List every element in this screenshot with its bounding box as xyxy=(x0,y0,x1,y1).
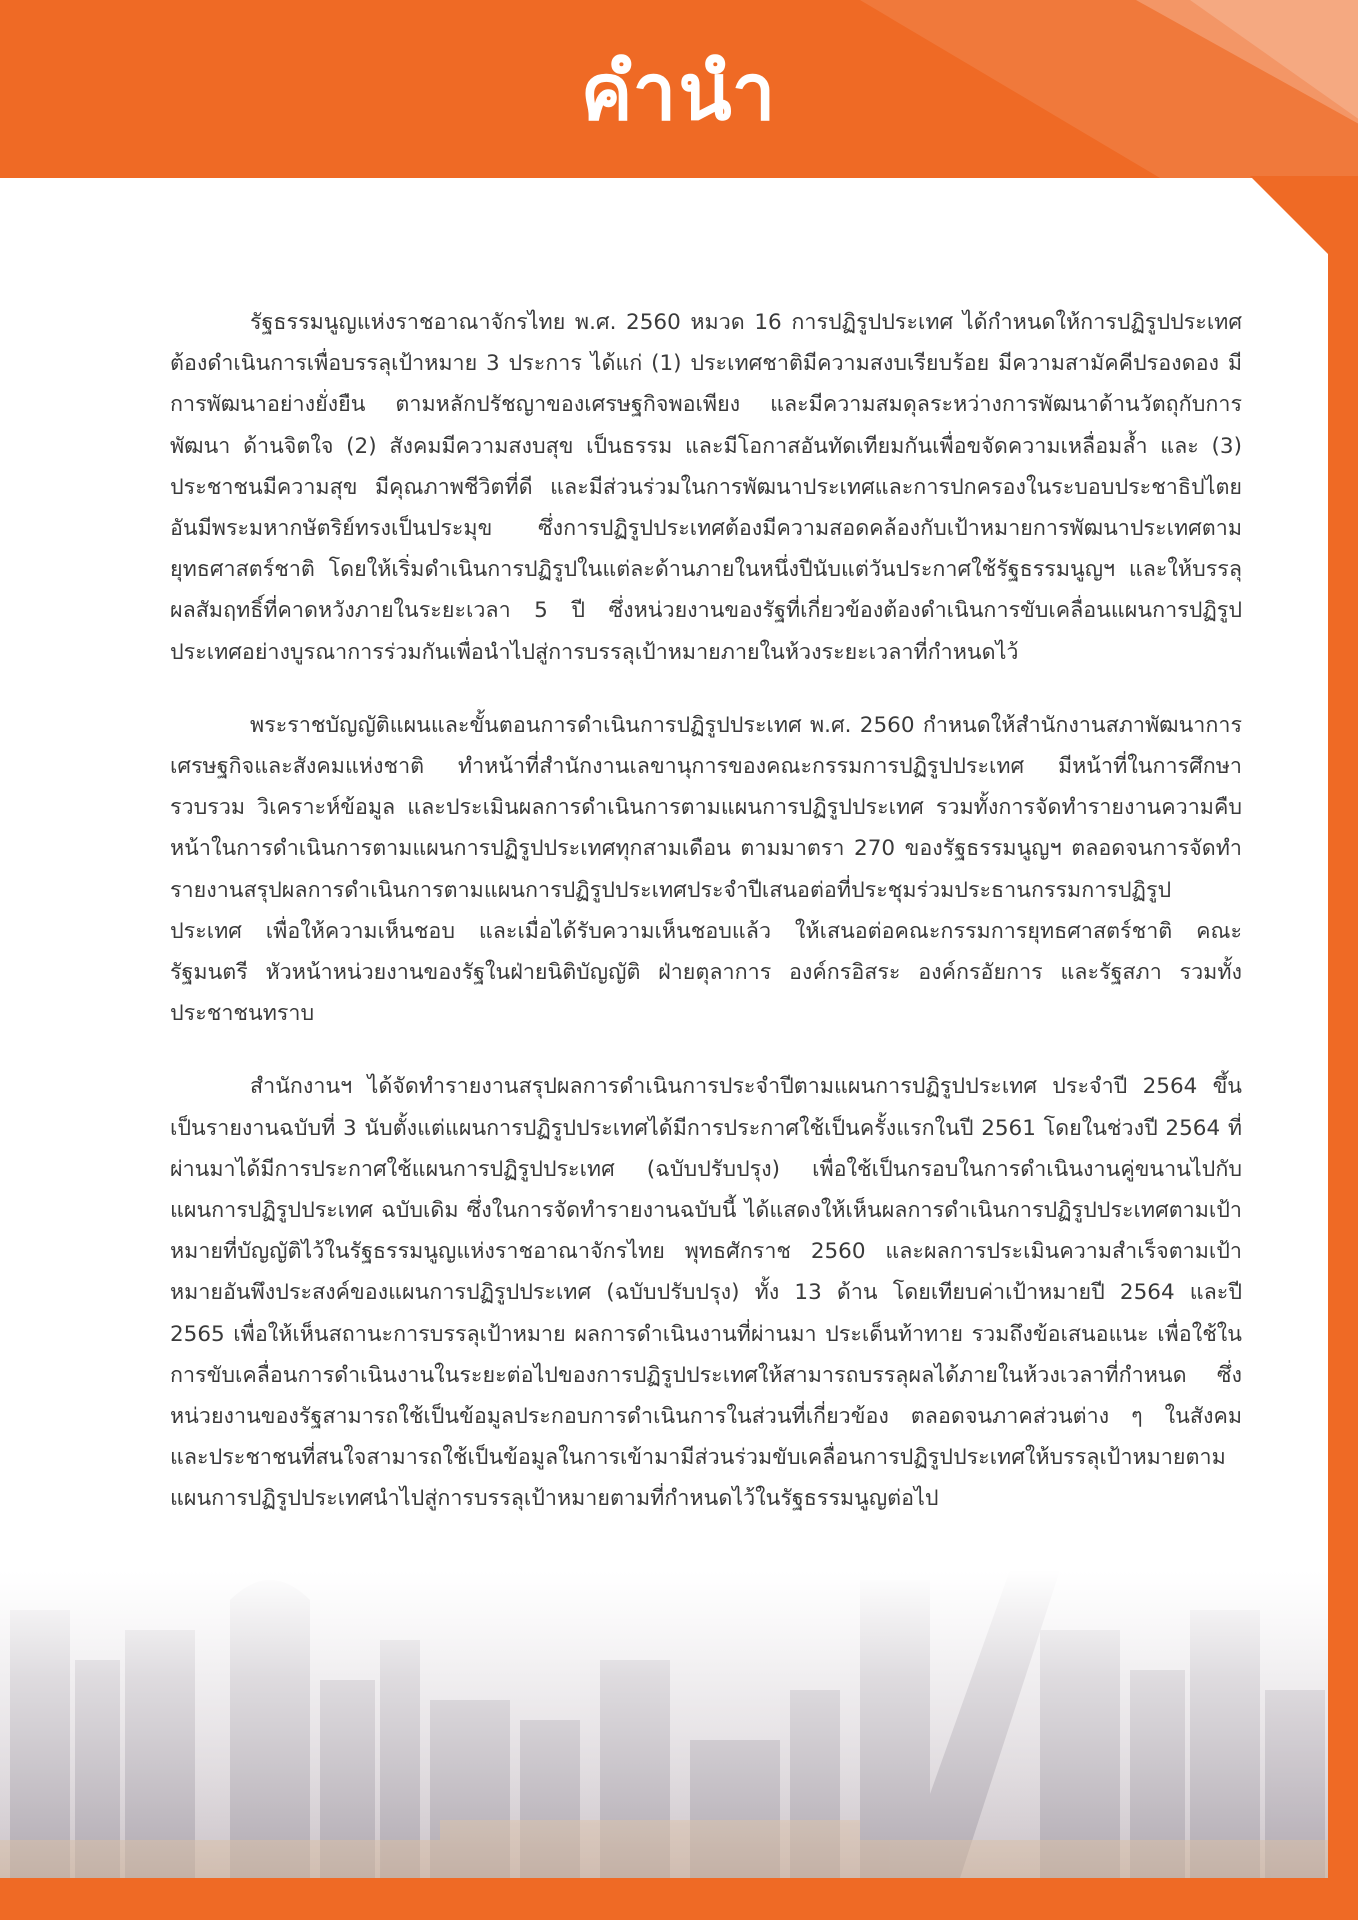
right-border xyxy=(1328,176,1358,1920)
bottom-border xyxy=(0,1878,1358,1920)
paragraph-2: พระราชบัญญัติแผนและขั้นตอนการดำเนินการปฏิรูปประเทศ พ.ศ. 2560 กำหนดให้สำนักงานสภาพัฒนาการเศรษฐกิจและสังคมแห่งชาติ ทำหน้าที่สำนักงานเลขานุการของคณะกรรมการปฏิรูปประเทศ มีหน้าที่ในการศึกษา รวบรวม วิเคราะห์ข้อมูล และประเมินผลการดำเนินการตามแผนการปฏิรูปประเทศ รวมทั้งการจัดทำรายงานความคืบหน้าในการดำเนินการตามแผนการปฏิรูปประเทศทุกสามเดือน ตามมาตรา 270 ของรัฐธรรมนูญฯ ตลอดจนการจัดทำรายงานสรุปผลการดำเนินการตามแผนการปฏิรูปประเทศประจำปีเสนอต่อที่ประชุมร่วมประธานกรรมการปฏิรูปประเทศ เพื่อให้ความเห็นชอบ และเมื่อได้รับความเห็นชอบแล้ว ให้เสนอต่อคณะกรรมการยุทธศาสตร์ชาติ คณะรัฐมนตรี หัวหน้าหน่วยงานของรัฐในฝ่ายนิติบัญญัติ ฝ่ายตุลาการ องค์กรอิสระ องค์กรอัยการ และรัฐสภา รวมทั้งประชาชนทราบ xyxy=(170,712,1242,1027)
preface-body xyxy=(170,302,1242,1552)
corner-accent xyxy=(1250,176,1358,266)
page-title: คำนำ xyxy=(580,48,778,138)
paragraph-3: สำนักงานฯ ได้จัดทำรายงานสรุปผลการดำเนินการประจำปีตามแผนการปฏิรูปประเทศ ประจำปี 2564 ขึ้น เป็นรายงานฉบับที่ 3 นับตั้งแต่แผนการปฏิรูปประเทศได้มีการประกาศใช้เป็นครั้งแรกในปี 2561 โดยในช่วงปี 2564 ที่ผ่านมาได้มีการประกาศใช้แผนการปฏิรูปประเทศ (ฉบับปรับปรุง) เพื่อใช้เป็นกรอบในการดำเนินงานคู่ขนานไปกับแผนการปฏิรูปประเทศ ฉบับเดิม ซึ่งในการจัดทำรายงานฉบับนี้ ได้แสดงให้เห็นผลการดำเนินการปฏิรูปประเทศตามเป้าหมายที่บัญญัติไว้ในรัฐธรรมนูญแห่งราชอาณาจักรไทย พุทธศักราช 2560 และผลการประเมินความสำเร็จตามเป้าหมายอันพึงประสงค์ของแผนการปฏิรูปประเทศ (ฉบับปรับปรุง) ทั้ง 13 ด้าน โดยเทียบค่าเป้าหมายปี 2564 และปี 2565 เพื่อให้เห็นสถานะการบรรลุเป้าหมาย ผลการดำเนินงานที่ผ่านมา ประเด็นท้าทาย รวมถึงข้อเสนอแนะ เพื่อใช้ในการขับเคลื่อนการดำเนินงานในระยะต่อไปของการปฏิรูปประเทศให้สามารถบรรลุผลได้ภายในห้วงเวลาที่กำหนด ซึ่งหน่วยงานของรัฐสามารถใช้เป็นข้อมูลประกอบการดำเนินการในส่วนที่เกี่ยวข้อง ตลอดจนภาคส่วนต่าง ๆ ในสังคม และประชาชนที่สนใจสามารถใช้เป็นข้อมูลในการเข้ามามีส่วนร่วมขับเคลื่อนการปฏิรูปประเทศให้บรรลุเป้าหมายตามแผนการปฏิรูปประเทศนำไปสู่การบรรลุเป้าหมายตามที่กำหนดไว้ในรัฐธรรมนูญต่อไป xyxy=(170,1074,1242,1512)
paragraph-1: รัฐธรรมนูญแห่งราชอาณาจักรไทย พ.ศ. 2560 หมวด 16 การปฏิรูปประเทศ ได้กำหนดให้การปฏิรูปประเทศต้องดำเนินการเพื่อบรรลุเป้าหมาย 3 ประการ ได้แก่ (1) ประเทศชาติมีความสงบเรียบร้อย มีความสามัคคีปรองดอง มีการพัฒนาอย่างยั่งยืน ตามหลักปรัชญาของเศรษฐกิจพอเพียง และมีความสมดุลระหว่างการพัฒนาด้านวัตถุกับการพัฒนา ด้านจิตใจ (2) สังคมมีความสงบสุข เป็นธรรม และมีโอกาสอันทัดเทียมกันเพื่อขจัดความเหลื่อมล้ำ และ (3) ประชาชนมีความสุข มีคุณภาพชีวิตที่ดี และมีส่วนร่วมในการพัฒนาประเทศและการปกครองในระบอบประชาธิปไตยอันมีพระมหากษัตริย์ทรงเป็นประมุข ซึ่งการปฏิรูปประเทศต้องมีความสอดคล้องกับเป้าหมายการพัฒนาประเทศตามยุทธศาสตร์ชาติ โดยให้เริ่มดำเนินการปฏิรูปในแต่ละด้านภายในหนึ่งปีนับแต่วันประกาศใช้รัฐธรรมนูญฯ และให้บรรลุผลสัมฤทธิ์ที่คาดหวังภายในระยะเวลา 5 ปี ซึ่งหน่วยงานของรัฐที่เกี่ยวข้องต้องดำเนินการขับเคลื่อนแผนการปฏิรูปประเทศอย่างบูรณาการร่วมกันเพื่อนำไปสู่การบรรลุเป้าหมายภายในห้วงระยะเวลาที่กำหนดไว้ xyxy=(170,310,1242,665)
header-divider xyxy=(0,180,1250,188)
city-skyline-image xyxy=(0,1570,1328,1878)
